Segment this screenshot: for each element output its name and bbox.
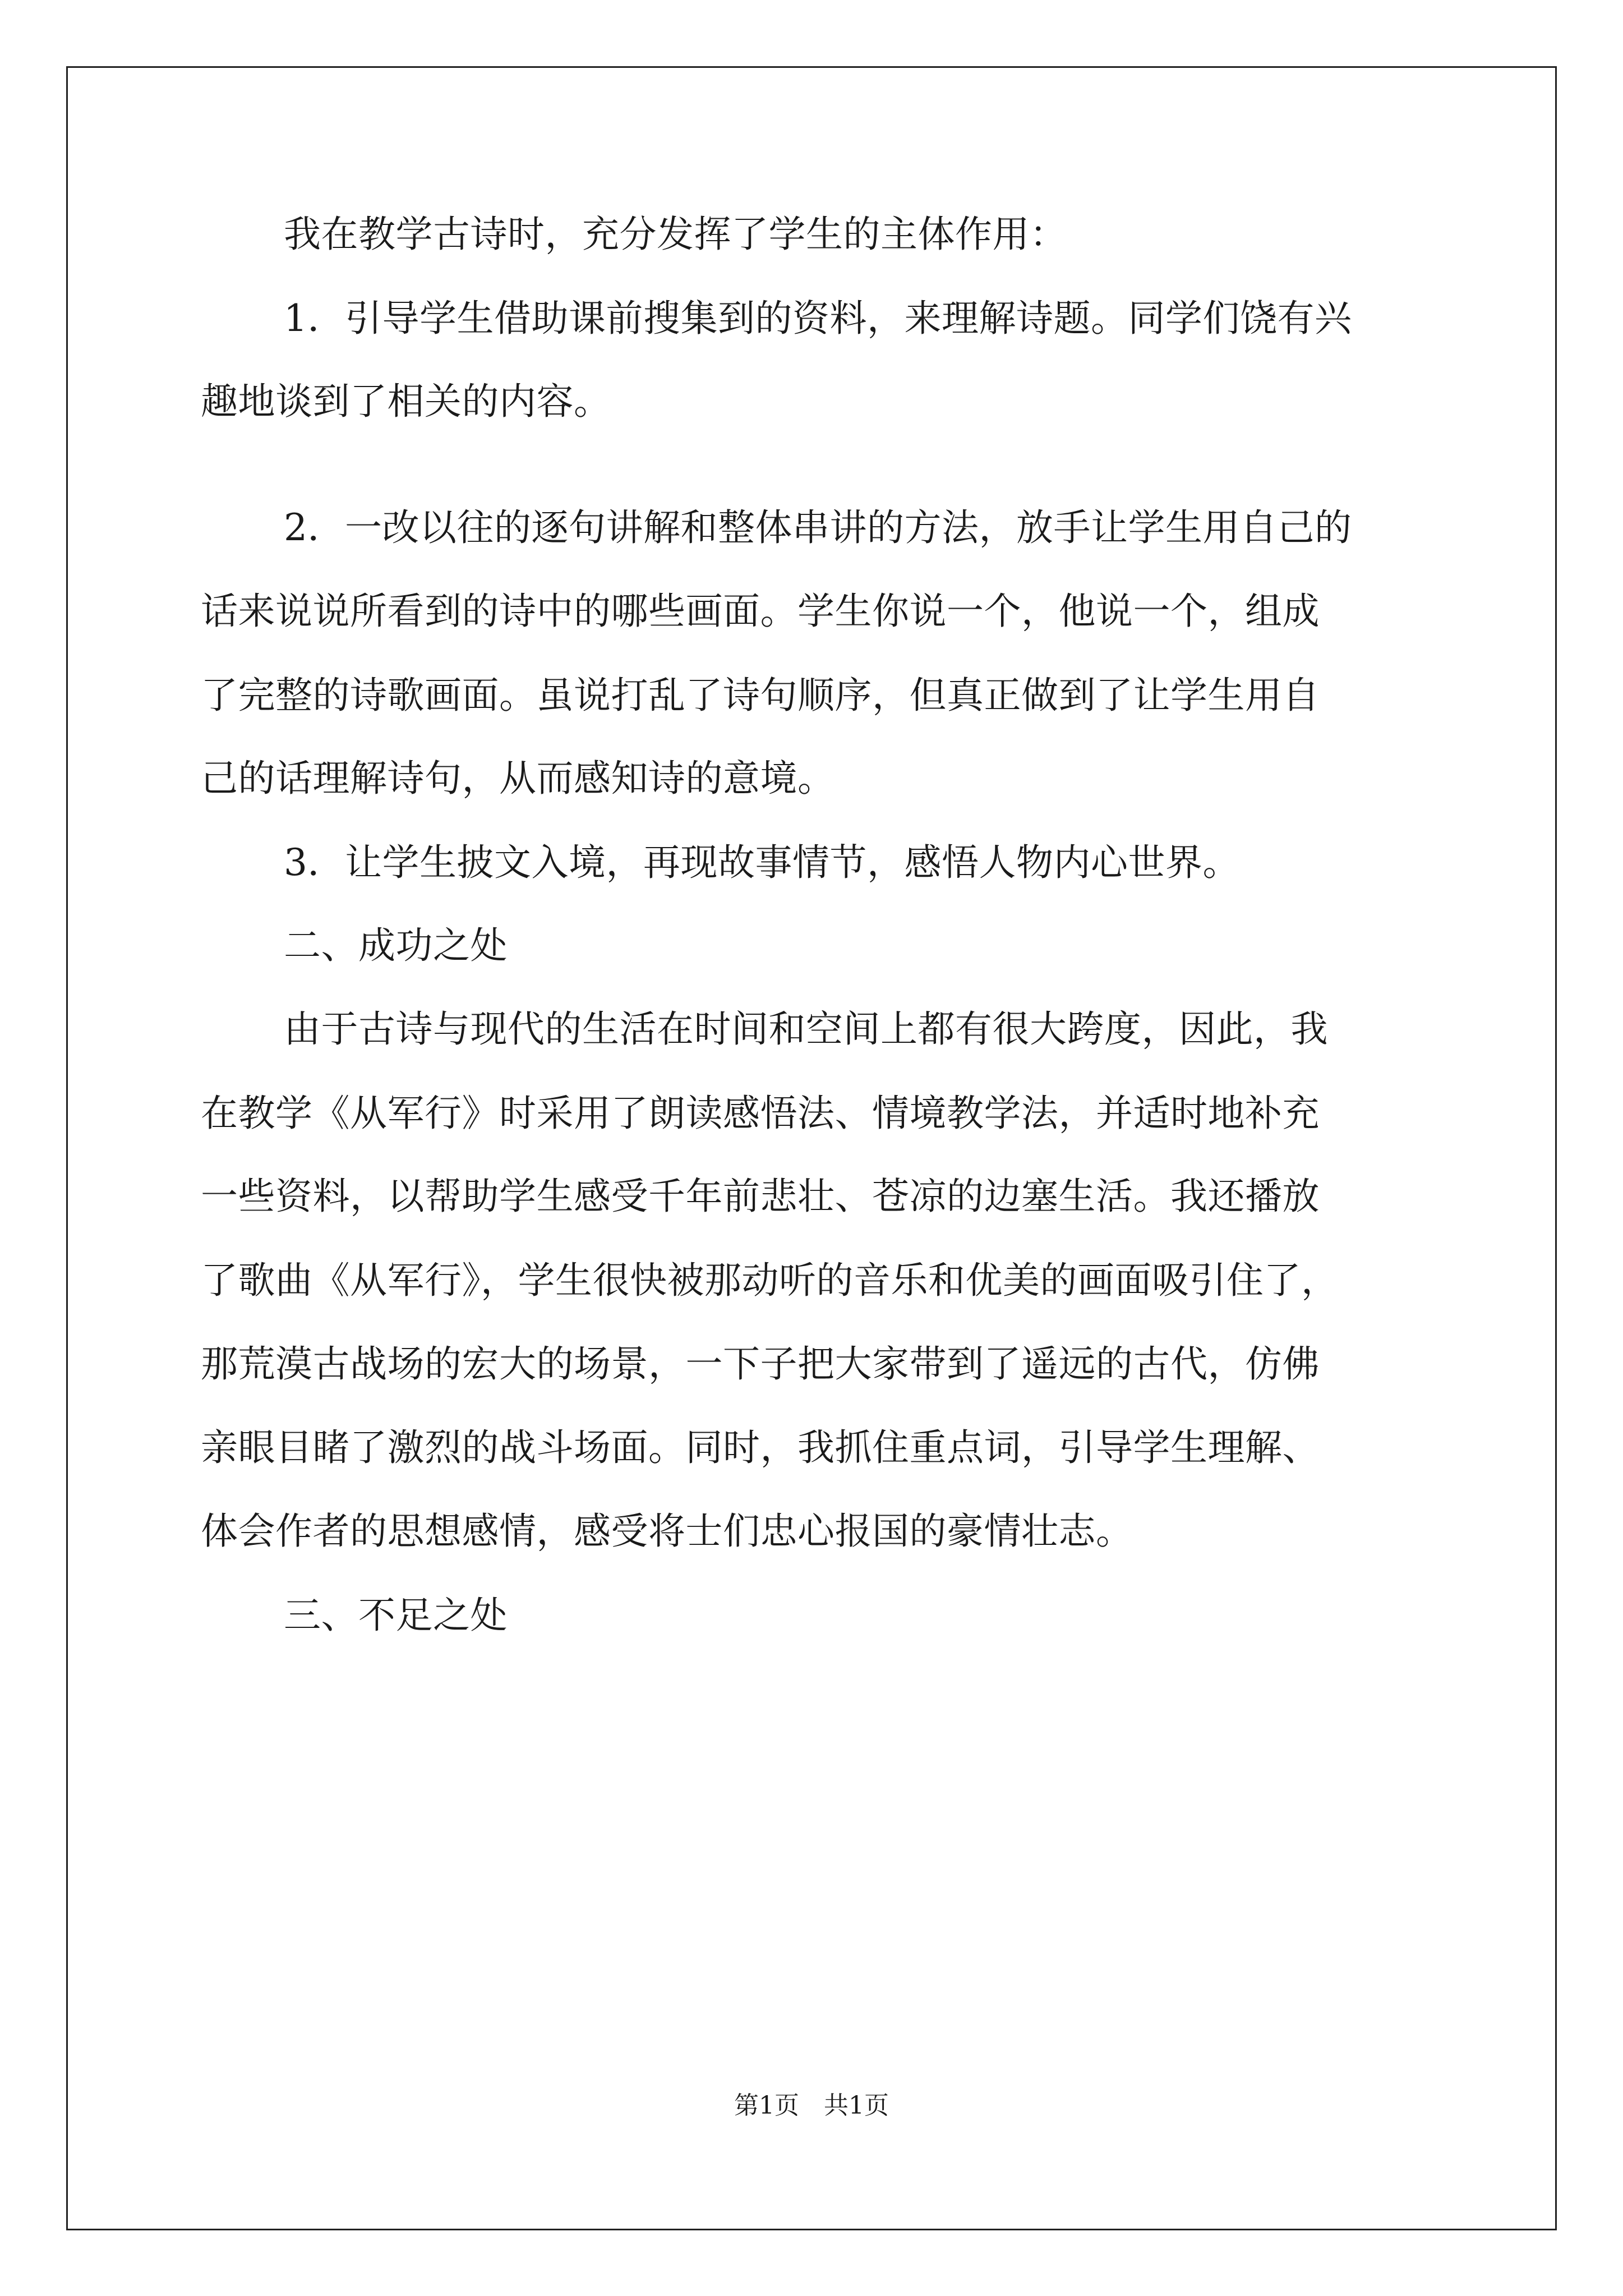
paragraph-item-2-line-2: 话来说说所看到的诗中的哪些画面。学生你说一个，他说一个，组成 [201, 590, 1320, 633]
paragraph-success-line-5: 那荒漠古战场的宏大的场景，一下子把大家带到了遥远的古代，仿佛 [201, 1342, 1320, 1386]
section-heading-success: 二、成功之处 [284, 924, 508, 967]
paragraph-intro: 我在教学古诗时，充分发挥了学生的主体作用： [284, 213, 1067, 256]
paragraph-item-3: 3．让学生披文入境，再现故事情节，感悟人物内心世界。 [284, 841, 1240, 884]
paragraph-item-1-line-2: 趣地谈到了相关的内容。 [201, 380, 611, 423]
paragraph-success-line-4: 了歌曲《从军行》，学生很快被那动听的音乐和优美的画面吸引住了， [201, 1259, 1339, 1302]
paragraph-item-2-line-4: 己的话理解诗句，从而感知诗的意境。 [201, 757, 835, 800]
paragraph-success-line-6: 亲眼目睹了激烈的战斗场面。同时，我抓住重点词，引导学生理解、 [201, 1426, 1320, 1469]
paragraph-success-line-3: 一些资料，以帮助学生感受千年前悲壮、苍凉的边塞生活。我还播放 [201, 1175, 1320, 1218]
paragraph-item-1-line-1: 1．引导学生借助课前搜集到的资料，来理解诗题。同学们饶有兴 [284, 297, 1352, 340]
paragraph-item-2-line-1: 2．一改以往的逐句讲解和整体串讲的方法，放手让学生用自己的 [284, 506, 1352, 549]
paragraph-success-line-1: 由于古诗与现代的生活在时间和空间上都有很大跨度，因此，我 [284, 1007, 1328, 1051]
paragraph-item-2-line-3: 了完整的诗歌画面。虽说打乱了诗句顺序，但真正做到了让学生用自 [201, 674, 1320, 717]
paragraph-success-line-7: 体会作者的思想感情，感受将士们忠心报国的豪情壮志。 [201, 1510, 1133, 1553]
paragraph-success-line-2: 在教学《从军行》时采用了朗读感悟法、情境教学法，并适时地补充 [201, 1092, 1320, 1135]
section-heading-shortcomings: 三、不足之处 [284, 1594, 508, 1637]
page-number-footer: 第1页 共1页 [734, 2091, 889, 2120]
